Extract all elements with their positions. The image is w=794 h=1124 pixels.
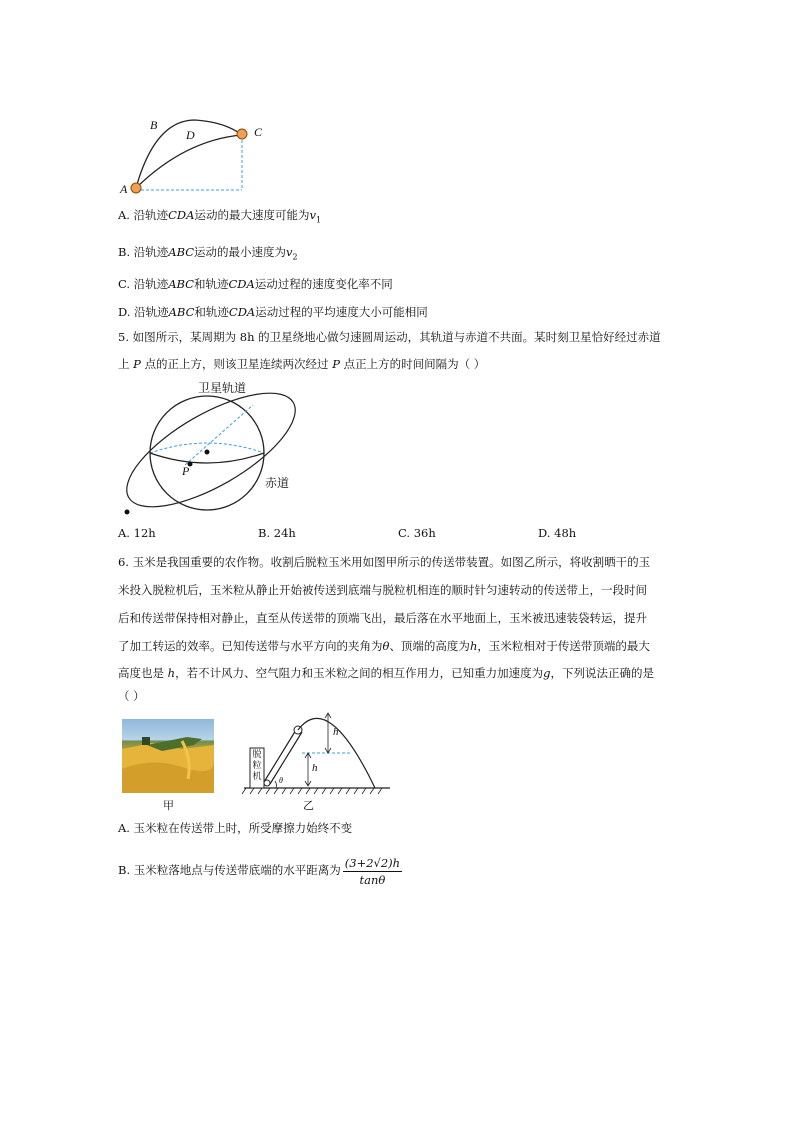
h-label-upper: h [333, 726, 339, 738]
label-a: A [120, 182, 128, 196]
q6-stem-line4: 了加工转运的效率。已知传送带与水平方向的夹角为θ、顶端的高度为h，玉米粒相对于传送带顶端的最大 [118, 639, 650, 653]
q6-answer-blank: （ ） [118, 689, 145, 703]
h-label-lower: h [312, 762, 318, 774]
q5-option-b: B. 24h [258, 526, 296, 540]
label-c: C [254, 125, 263, 139]
q6-option-a: A. 玉米粒在传送带上时，所受摩擦力始终不变 [118, 821, 353, 835]
q5-stem-line2: 上 P 点的正上方，则该卫星连续两次经过 P 点正上方的时间间隔为（ ） [118, 357, 486, 371]
label-d: D [186, 128, 195, 142]
figure-yi-caption: 乙 [303, 799, 314, 812]
q6-option-b: B. 玉米粒落地点与传送带底端的水平距离为 $\frac{(3+2√2)h}{\tan\theta}$ [118, 855, 401, 887]
point-p-label: P [182, 464, 190, 478]
q4-option-b: B. 沿轨迹ABC运动的最小速度为$v_2$ [118, 245, 298, 262]
q4-option-a: A. 沿轨迹CDA运动的最大速度可能为$v_1$ [118, 208, 322, 225]
orbit-label: 卫星轨道 [198, 381, 247, 395]
equator-label: 赤道 [265, 476, 290, 490]
q5-option-a: A. 12h [118, 526, 156, 540]
q6-stem-line3: 后和传送带保持相对静止，直至从传送带的顶端飞出，最后落在水平地面上，玉米被迅速装袋转运，提升 [118, 611, 647, 625]
q5-option-d: D. 48h [538, 526, 577, 540]
theta-label: θ [279, 776, 283, 785]
q6-stem-line5: 高度也是 h，若不计风力、空气阻力和玉米粒之间的相互作用力，已知重力加速度为g，下列说法正确的是 [118, 666, 654, 680]
distance-fraction: $\frac{(3+2√2)h}{\tan\theta}$ [344, 855, 401, 887]
figure-jia-caption: 甲 [163, 799, 174, 812]
q6-stem-line1: 6. 玉米是我国重要的农作物。收割后脱粒玉米用如图甲所示的传送带装置。如图乙所示，将收割晒干的玉 [118, 555, 651, 569]
satellite-orbit-figure [115, 375, 305, 520]
thresher-label: 脱 粒 机 [252, 750, 262, 782]
label-b: B [150, 118, 158, 132]
q6-stem-line2: 米投入脱粒机后，玉米粒从静止开始被传送到底端与脱粒机相连的顺时针匀速转动的传送带上，一段时间 [118, 583, 647, 597]
q5-stem-line1: 5. 如图所示，某周期为 8h 的卫星绕地心做匀速圆周运动，其轨道与赤道不共面。某时刻卫星恰好经过赤道 [118, 330, 661, 344]
q4-option-d: D. 沿轨迹ABC和轨迹CDA运动过程的平均速度大小可能相同 [118, 305, 428, 319]
trajectory-figure [115, 110, 275, 200]
q4-option-c: C. 沿轨迹ABC和轨迹CDA运动过程的速度变化率不同 [118, 277, 393, 291]
corn-harvest-photo [122, 719, 214, 793]
q5-option-c: C. 36h [398, 526, 436, 540]
